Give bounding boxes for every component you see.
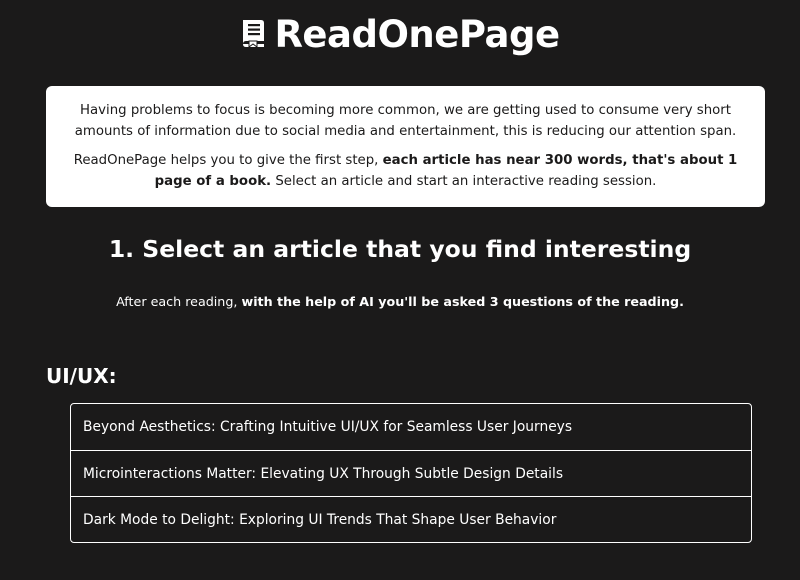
article-list xyxy=(70,403,752,543)
article-item[interactable]: Dark Mode to Delight: Exploring UI Trends That Shape User Behavior xyxy=(71,496,751,542)
step-subtitle xyxy=(0,292,800,312)
category-title: UI/UX: xyxy=(46,364,117,388)
intro-card xyxy=(46,86,765,207)
intro-paragraph-2-start: ReadOnePage helps you to give the first step, xyxy=(73,153,383,168)
intro-paragraph-2 xyxy=(60,150,751,192)
step-subtitle-start: After each reading, xyxy=(116,294,242,309)
intro-paragraph-2-end: Select an article and start an interactive reading session. xyxy=(271,174,657,189)
app-title: ReadOnePage xyxy=(274,12,560,56)
intro-paragraph-1: Having problems to focus is becoming more common, we are getting used to consume very short amounts of information due to social media and entertainment, this is reducing our attention span. xyxy=(74,103,737,139)
article-item[interactable]: Beyond Aesthetics: Crafting Intuitive UI/UX for Seamless User Journeys xyxy=(83,419,573,435)
step-subtitle-bold: with the help of AI you'll be asked 3 questions of the reading. xyxy=(241,294,684,309)
intro-paragraph-2-bold: each article has near 300 words, that's about 1 page of a book. xyxy=(154,153,738,189)
article-item[interactable]: Microinteractions Matter: Elevating UX Through Subtle Design Details xyxy=(71,450,751,496)
book-icon xyxy=(240,19,266,49)
app-header xyxy=(0,10,800,58)
step-title: 1. Select an article that you find interesting xyxy=(108,235,692,263)
